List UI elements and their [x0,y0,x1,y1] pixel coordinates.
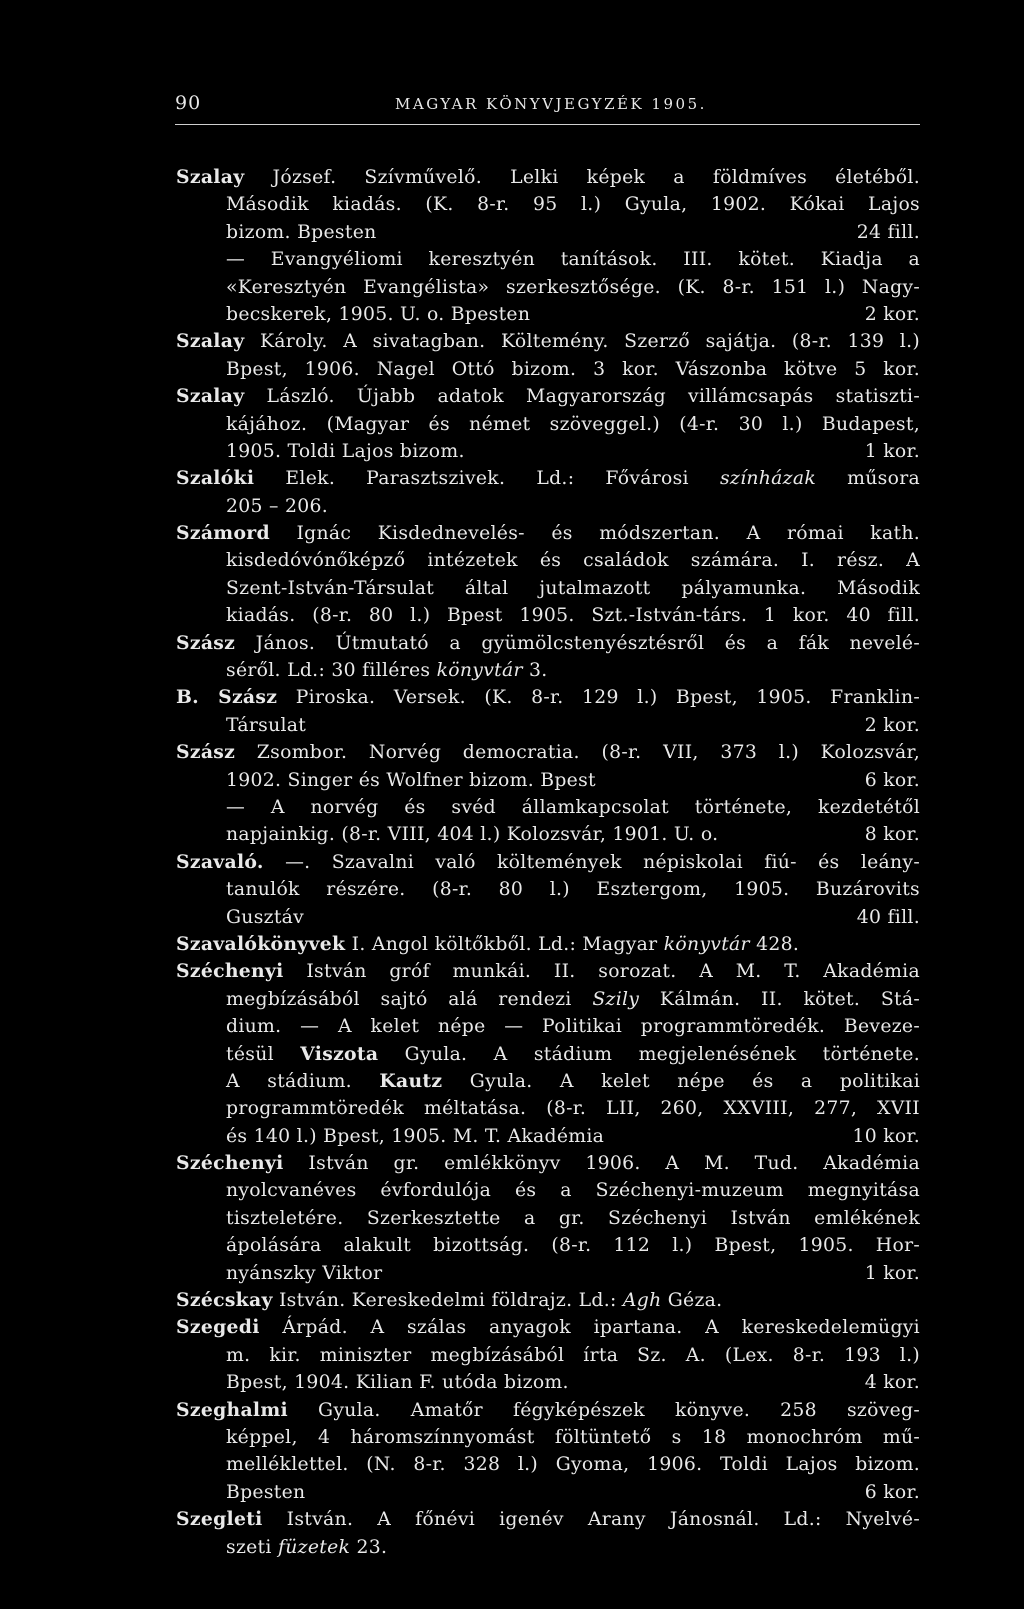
entry-price: 8 kor. [864,824,920,846]
text-line [176,712,920,739]
entry-text-cont: műsora [816,468,920,490]
text-line [176,630,920,657]
entry-text: Bpest, 1906. Nagel Ottó bizom. 3 kor. Vászonba kötve 5 kor. [226,358,920,380]
text-line [176,1451,920,1478]
entry-text-cont: 428. [749,933,800,955]
entry-price: 6 kor. [864,1481,920,1503]
line-text [226,989,920,1010]
entry-text: István. Kereskedelmi földrajz. Ld.: [272,1290,623,1312]
text-line [176,1314,920,1341]
entry-text: nyolcvanéves évfordulója és a Széchenyi-muzeum megnyitása [226,1180,920,1202]
text-line [176,1506,920,1533]
line-text [176,961,920,982]
line-text [176,852,920,873]
text-line [176,1287,920,1314]
entry-text: István. A főnévi igenév Arany Jánosnál. Ld.: Nyelvé- [262,1509,920,1531]
line-text [226,797,920,818]
entry-text: Szent-István-Társulat által jutalmazott pályamunka. Második [226,577,920,599]
entry-text: kiadás. (8-r. 80 l.) Bpest 1905. Szt.-István-társ. 1 kor. 40 fill. [226,605,920,627]
line-text [176,1509,920,1530]
entry-text: Gusztáv [226,906,305,928]
text-line [176,547,920,574]
entry-author: Szalay [176,166,245,188]
line-text [176,633,920,654]
entry-text: Bpest, 1904. Kilian F. utóda bizom. [226,1372,569,1394]
line-text [226,904,304,931]
entry-text-cont: Gyula. A kelet népe és a politikai [442,1070,920,1092]
text-line [176,438,920,465]
text-line [176,931,920,958]
text-line [176,493,920,520]
line-text [176,1317,920,1338]
entry-author: Szalóki [176,467,255,490]
text-line [176,657,920,684]
entry-text: kisdedóvónőképző intézetek és családok számára. I. rész. A [226,550,920,572]
text-line [176,739,920,766]
entry-italic: Szily [592,988,640,1010]
text-line [176,383,920,410]
text-line [176,1534,920,1561]
entry-text: Gyula. Amatőr fégyképészek könyve. 258 szöveg- [287,1399,920,1421]
line-text [226,496,328,517]
entry-text: 1905. Toldi Lajos bizom. [226,440,465,462]
entry-text: és 140 l.) Bpest, 1905. M. T. Akadémia [226,1125,605,1147]
text-line [176,1397,920,1424]
entry-author: Szegedi [176,1316,260,1339]
text-line [176,876,920,903]
entry-author: Szász [176,741,236,764]
entry-price: 1 kor. [864,440,920,462]
header-rule [175,124,920,125]
entry-text: 1902. Singer és Wolfner bizom. Bpest [226,769,596,791]
line-text [226,359,920,380]
line-text [176,468,920,489]
entry-italic: könyvtár [436,660,523,682]
line-text [176,167,920,188]
entry-author: Szegleti [176,1508,263,1531]
entry-price: 40 fill. [856,906,920,928]
entry-price: 2 kor. [864,303,920,325]
text-line [176,1342,920,1369]
entry-text: — A norvég és svéd államkapcsolat története, kezdetétől [226,796,920,818]
entry-text: Társulat [226,714,307,736]
text-line [176,1123,920,1150]
entry-author: Szavalókönyvek [176,932,346,955]
line-text [176,331,920,352]
line-text [226,578,920,599]
entry-author: Szeghalmi [176,1398,288,1421]
entry-text: 205 – 206. [226,495,328,517]
text-line [176,684,920,711]
text-line [176,191,920,218]
line-text [226,1208,920,1229]
line-text [226,1180,920,1201]
entry-text: Károly. A sivatagban. Költemény. Szerző sajátja. (8-r. 139 l.) [244,331,920,353]
text-line [176,1479,920,1506]
line-text [226,249,920,270]
text-line [176,1095,920,1122]
line-text [226,1537,387,1558]
entry-text: napjainkig. (8-r. VIII, 404 l.) Kolozsvár, 1901. U. o. [226,824,719,846]
text-line [176,849,920,876]
entry-author: Szalay [176,385,245,408]
text-line [176,1013,920,1040]
line-text [176,1290,722,1311]
entry-text: melléklettel. (N. 8-r. 328 l.) Gyoma, 1906. Toldi Lajos bizom. [226,1454,920,1476]
text-line [176,1068,920,1095]
line-text [176,523,920,544]
bibliography-text [176,164,920,1561]
entry-text: István gr. emlékkönyv 1906. A M. Tud. Akadémia [283,1153,920,1175]
entry-price: 10 kor. [852,1125,920,1147]
line-text [226,1044,920,1065]
page-number: 90 [175,92,202,114]
entry-author: Szécskay [176,1289,273,1312]
entry-text: László. Újabb adatok Magyarország villámcsapás statiszti- [244,386,920,408]
text-line [176,1205,920,1232]
text-line [176,986,920,1013]
entry-text: «Keresztyén Evangélista» szerkesztősége. (K. 8-r. 151 l.) Nagy- [226,276,920,298]
line-text [226,1071,920,1092]
entry-italic: könyvtár [663,933,750,955]
line-text [226,438,465,465]
line-text [176,687,920,708]
entry-author: Szavaló. [176,850,264,873]
text-line [176,1260,920,1287]
text-line [176,1041,920,1068]
entry-text: ápolására alakult bizottság. (8-r. 112 l.) Bpest, 1905. Hor- [226,1235,920,1257]
line-text [226,414,920,435]
entry-text: Bpesten [226,1481,306,1503]
line-text [226,605,920,626]
entry-text: — Evangyéliomi keresztyén tanítások. III. kötet. Kiadja a [226,249,920,271]
text-line [176,411,920,438]
entry-text: megbízásából sajtó alá rendezi [226,988,593,1010]
line-text [226,550,920,571]
entry-price: 4 kor. [864,1372,920,1394]
entry-name: Viszota [300,1042,379,1065]
entry-price: 1 kor. [864,1262,920,1284]
entry-italic: füzetek [277,1536,351,1558]
line-text [226,712,306,739]
text-line [176,575,920,602]
text-line [176,904,920,931]
line-text [176,1153,920,1174]
entry-text: tésül [226,1043,301,1065]
text-line [176,1232,920,1259]
line-text [226,219,377,246]
line-text [226,1479,305,1506]
entry-price: 24 fill. [856,221,920,243]
line-text [226,660,548,681]
entry-text: I. Angol költőkből. Ld.: Magyar [345,933,664,955]
entry-author: Széchenyi [176,1152,284,1175]
line-text [226,1016,920,1037]
entry-text-cont: Géza. [661,1290,723,1312]
text-line [176,301,920,328]
text-line [176,821,920,848]
entry-text: séről. Ld.: 30 filléres [226,660,437,682]
line-text [226,194,920,215]
text-line [176,794,920,821]
entry-text: becskerek, 1905. U. o. Bpesten [226,303,531,325]
entry-author: B. Szász [176,686,278,709]
line-text [226,879,920,900]
entry-text: tanulók részére. (8-r. 80 l.) Esztergom, 1905. Buzárovits [226,879,920,901]
line-text [226,277,920,298]
entry-italic: Agh [622,1290,662,1312]
entry-text: Ignác Kisdednevelés- és módszertan. A római kath. [269,523,920,545]
line-text [226,1235,920,1256]
text-line [176,274,920,301]
entry-text: dium. — A kelet népe — Politikai programmtöredék. Beveze- [226,1016,920,1038]
line-text [226,1427,920,1448]
entry-text: képpel, 4 háromszínnyomást föltüntető s 18 monochróm mű- [226,1426,920,1448]
line-text [226,767,596,794]
entry-text-cont: 3. [522,660,548,682]
entry-text: István gróf munkái. II. sorozat. A M. T. Akadémia [283,961,920,983]
entry-text: János. Útmutató a gyümölcstenyésztésről és a fák nevelé- [235,632,920,654]
entry-text-cont: Gyula. A stádium megjelenésének története. [378,1043,920,1065]
line-text [226,1260,382,1287]
entry-text: programmtöredék méltatása. (8-r. LII, 260, XXVIII, 277, XVII [226,1098,920,1120]
entry-text: Elek. Parasztszivek. Ld.: Fővárosi [254,468,720,490]
text-line [176,164,920,191]
entry-text: A stádium. [226,1070,380,1092]
text-line [176,356,920,383]
text-line [176,219,920,246]
line-text [176,386,920,407]
text-line [176,602,920,629]
text-line [176,246,920,273]
entry-author: Széchenyi [176,960,284,983]
entry-italic: színházak [719,468,817,490]
text-line [176,465,920,492]
entry-author: Szalay [176,330,245,353]
page-header [175,92,920,124]
entry-text: bizom. Bpesten [226,221,377,243]
entry-text: Piroska. Versek. (K. 8-r. 129 l.) Bpest, 1905. Franklin- [277,687,920,709]
entry-author: Számord [176,522,270,545]
entry-text: nyánszky Viktor [226,1262,383,1284]
entry-text: m. kir. miniszter megbízásából írta Sz. A. (Lex. 8-r. 193 l.) [226,1344,920,1366]
entry-text: tiszteletére. Szerkesztette a gr. Széchenyi István emlékének [226,1207,920,1229]
line-text [176,934,799,955]
line-text [226,1123,604,1150]
running-title: MAGYAR KÖNYVJEGYZÉK 1905. [395,95,707,113]
line-text [176,1400,920,1421]
text-line [176,958,920,985]
entry-text: kájához. (Magyar és német szöveggel.) (4-r. 30 l.) Budapest, [226,413,920,435]
entry-text: Zsombor. Norvég democratia. (8-r. VII, 373 l.) Kolozsvár, [235,742,920,764]
line-text [226,1454,920,1475]
text-line [176,520,920,547]
entry-price: 2 kor. [864,714,920,736]
text-line [176,328,920,355]
line-text [226,1345,920,1366]
text-line [176,1177,920,1204]
entry-text-cont: 23. [350,1536,388,1558]
entry-author: Szász [176,631,236,654]
line-text [226,821,718,848]
entry-text: József. Szívművelő. Lelki képek a földmíves életéből. [244,167,920,188]
line-text [176,742,920,763]
entry-text-cont: Kálmán. II. kötet. Stá- [639,988,920,1010]
entry-text: —. Szavalni való költemények népiskolai fiú- és leány- [263,851,920,873]
entry-text: Második kiadás. (K. 8-r. 95 l.) Gyula, 1902. Kókai Lajos [226,194,920,216]
text-line [176,1424,920,1451]
text-line [176,767,920,794]
text-line [176,1150,920,1177]
entry-text: szeti [226,1536,278,1558]
text-line [176,1369,920,1396]
line-text [226,1098,920,1119]
entry-price: 6 kor. [864,769,920,791]
entry-text: Árpád. A szálas anyagok ipartana. A kereskedelemügyi [259,1317,920,1339]
line-text [226,1369,569,1396]
line-text [226,301,530,328]
entry-name: Kautz [379,1069,443,1092]
